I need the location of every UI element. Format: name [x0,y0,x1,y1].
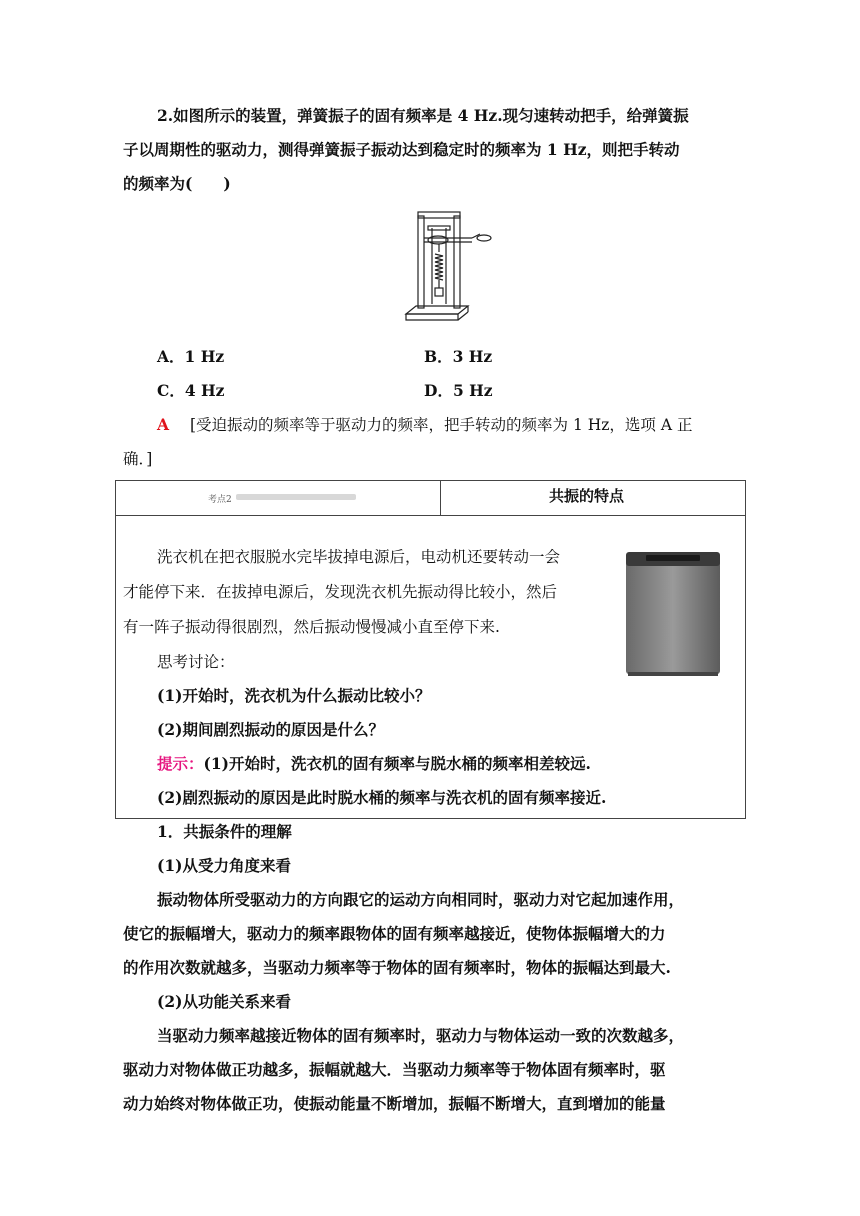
answer-explanation: [受迫振动的频率等于驱动力的频率，把手转动的频率为 1 Hz，选项 A 正 [189,416,693,434]
answer-letter: A [157,415,170,434]
hint-label: 提示： [157,754,204,773]
question-line-2: 子以周期性的驱动力，测得弹簧振子振动达到稳定时的频率为 1 Hz，则把手转动 [123,140,680,159]
hint-line-2: (2)剧烈振动的原因是此时脱水桶的频率与洗衣机的固有频率接近. [157,788,607,807]
option-b: B．3 Hz [424,347,493,366]
spring-oscillator-apparatus-figure [402,208,494,332]
para-2-line-3: 动力始终对物体做正功，使振动能量不断增加，振幅不断增大，直到增加的能量 [123,1094,666,1113]
option-a: A．1 Hz [157,347,225,366]
scenario-line-3: 有一阵子振动得很剧烈，然后振动慢慢减小直至停下来. [123,618,500,636]
para-2-line-1: 当驱动力频率越接近物体的固有频率时，驱动力与物体运动一致的次数越多， [157,1026,685,1045]
para-1-line-3: 的作用次数就越多，当驱动力频率等于物体的固有频率时，物体的振幅达到最大. [123,958,671,977]
washing-machine-image [606,538,740,684]
question-2: (2)期间剧烈振动的原因是什么？ [157,720,384,739]
section-header [115,480,746,516]
question-1: (1)开始时，洗衣机为什么振动比较小？ [157,686,431,705]
para-1-line-1: 振动物体所受驱动力的方向跟它的运动方向相同时，驱动力对它起加速作用， [157,890,685,909]
hint-1-text: (1)开始时，洗衣机的固有频率与脱水桶的频率相差较远. [203,754,591,773]
scenario-line-1: 洗衣机在把衣服脱水完毕拔掉电源后，电动机还要转动一会 [157,548,561,566]
heading-1: 1．共振条件的理解 [157,822,292,841]
scenario-line-2: 才能停下来．在拔掉电源后，发现洗衣机先振动得比较小，然后 [123,583,558,601]
option-d: D．5 Hz [424,381,493,400]
heading-1a: (1)从受力角度来看 [157,856,291,875]
para-1-line-2: 使它的振幅增大，驱动力的频率跟物体的固有频率越接近，使物体振幅增大的力 [123,924,666,943]
para-2-line-2: 驱动力对物体做正功越多，振幅就越大．当驱动力频率等于物体固有频率时，驱 [123,1060,666,1079]
option-c: C．4 Hz [157,381,225,400]
heading-1b: (2)从功能关系来看 [157,992,291,1011]
think-discuss-label: 思考讨论： [157,653,235,671]
section-tag-bar [236,494,356,500]
answer-line-2: 确．] [123,450,153,468]
hint-line-1 [157,754,591,774]
section-tag: 考点2 [208,495,232,505]
answer-line-1 [157,415,737,435]
question-line-1: 2.如图所示的装置，弹簧振子的固有频率是 4 Hz.现匀速转动把手，给弹簧振 [157,106,689,125]
section-header-left-cell [116,481,441,515]
question-line-3: 的频率为( ) [123,174,231,193]
section-title: 共振的特点 [549,487,625,505]
